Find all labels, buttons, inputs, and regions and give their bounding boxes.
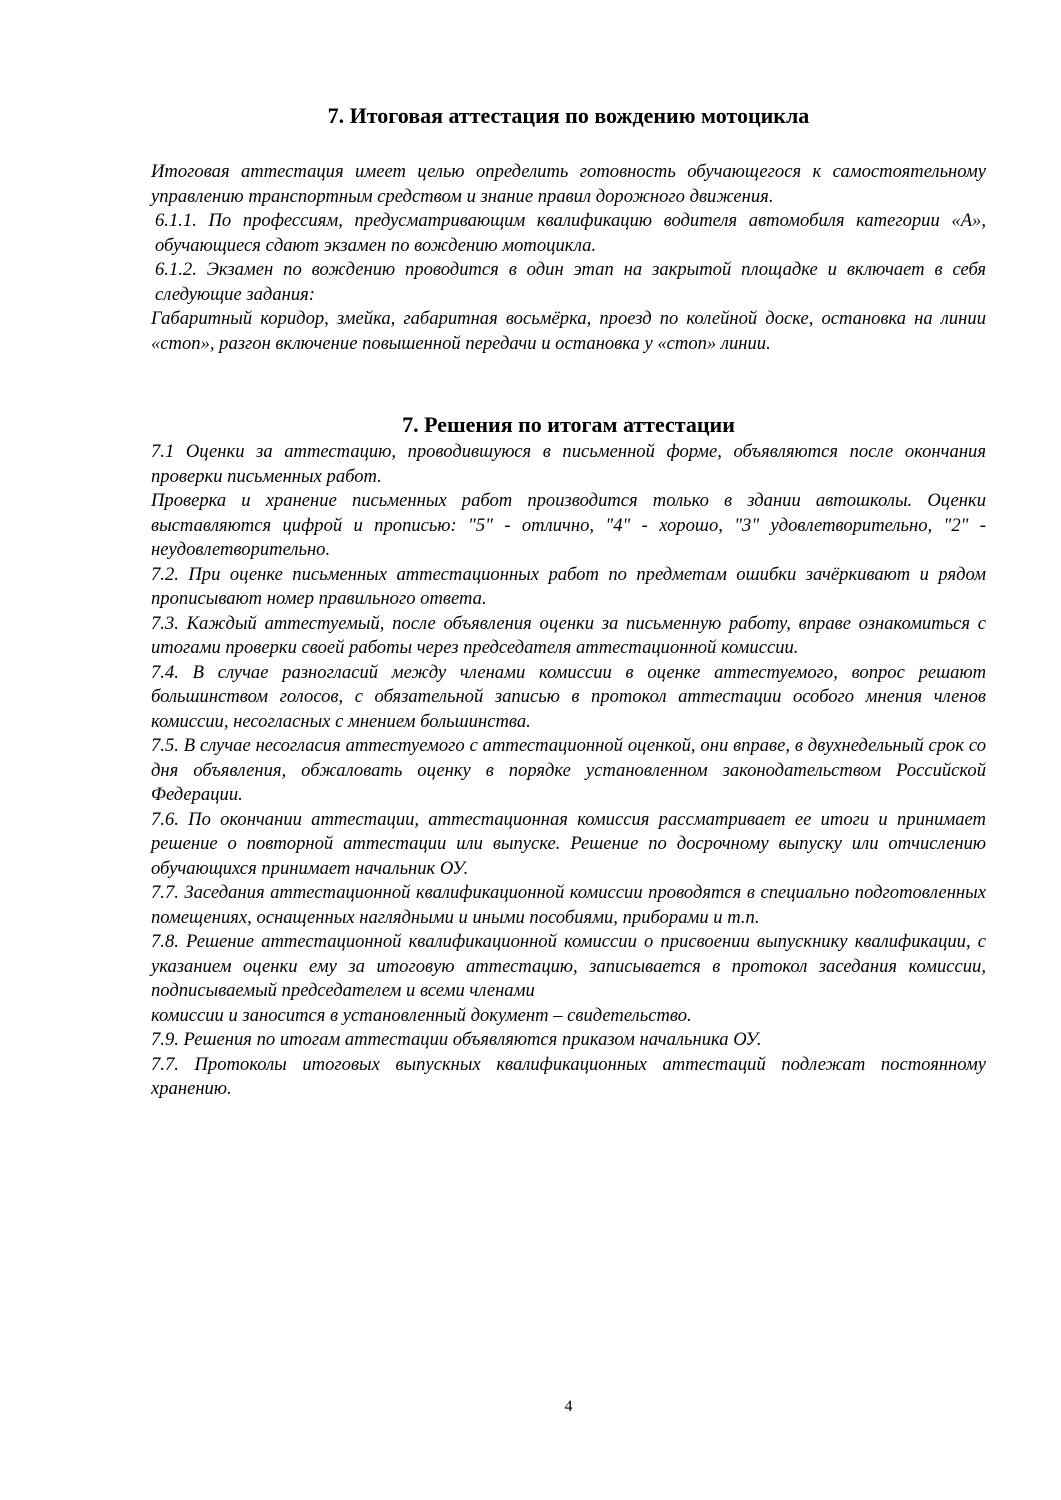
paragraph-7-6: 7.6. По окончании аттестации, аттестационная комиссия рассматривает ее итоги и принимает решение о повторной аттестации или выпуске. Решение по досрочному выпуску или отчислению обучающихся принимает начальник ОУ. [151,808,986,879]
paragraph-6-1-1: 6.1.1. По профессиям, предусматривающим квалификацию водителя автомобиля категории «А», обучающиеся сдают экзамен по вождению мотоцикла. [155,210,986,256]
page-number: 4 [564,1398,573,1415]
paragraph-7-8: 7.8. Решение аттестационной квалификационной комиссии о присвоении выпускнику квалификации, с указанием оценки ему за итоговую аттестацию, записывается в протокол заседания комиссии, подписываемый председателем и всеми членами [151,931,986,1001]
paragraph-purpose: Итоговая аттестация имеет целью определить готовность обучающегося к самостоятельному управлению транспортным средством и знание правил дорожного движения. [151,161,986,207]
paragraph-checking-storage: Проверка и хранение письменных работ производится только в здании автошколы. Оценки выставляются цифрой и прописью: "5" - отлично, "4" - хорошо, "3" удовлетворительно, "2" - неудовлетворительно. [151,490,986,560]
paragraph-7-8-continuation: комиссии и заносится в установленный документ – свидетельство. [151,1004,692,1026]
paragraph-6-1-2: 6.1.2. Экзамен по вождению проводится в один этап на закрытой площадке и включает в себя следующие задания: [155,259,986,305]
paragraph-7-5: 7.5. В случае несогласия аттестуемого с аттестационной оценкой, они вправе, в двухнедельный срок со дня объявления, обжаловать оценку в порядке установленном законодательством Российской Федерации. [151,735,986,805]
paragraph-7-7-sessions: 7.7. Заседания аттестационной квалификационной комиссии проводятся в специально подготовленных помещениях, оснащенных наглядными и иными пособиями, приборами и т.п. [151,882,986,928]
paragraph-7-9: 7.9. Решения по итогам аттестации объявляются приказом начальника ОУ. [151,1029,762,1050]
paragraph-7-4: 7.4. В случае разногласий между членами комиссии в оценке аттестуемого, вопрос решают большинством голосов, с обязательной записью в протокол аттестации особого мнения членов комиссии, несогласных с мнением большинства. [151,661,986,732]
paragraph-7-1: 7.1 Оценки за аттестацию, проводившуюся в письменной форме, объявляются после окончания проверки письменных работ. [151,441,986,487]
section-motorcycle-exam [151,160,986,356]
paragraph-7-3: 7.3. Каждый аттестуемый, после объявления оценки за письменную работу, вправе ознакомиться с итогами проверки своей работы через председателя аттестационной комиссии. [151,612,986,658]
paragraph-exam-tasks: Габаритный коридор, змейка, габаритная восьмёрка, проезд по колейной доске, остановка на линии «стоп», разгон включение повышенной передачи и остановка у «стоп» линии. [151,308,986,354]
paragraph-7-2: 7.2. При оценке письменных аттестационных работ по предметам ошибки зачёркивают и рядом прописывают номер правильного ответа. [151,563,986,609]
section-decisions [151,440,986,1102]
paragraph-7-7-protocols: 7.7. Протоколы итоговых выпускных квалификационных аттестаций подлежат постоянному хранению. [151,1053,986,1099]
section-title-decisions: 7. Решения по итогам аттестации [402,412,735,437]
section-title-motorcycle-exam: 7. Итоговая аттестация по вождению мотоцикла [327,103,810,128]
